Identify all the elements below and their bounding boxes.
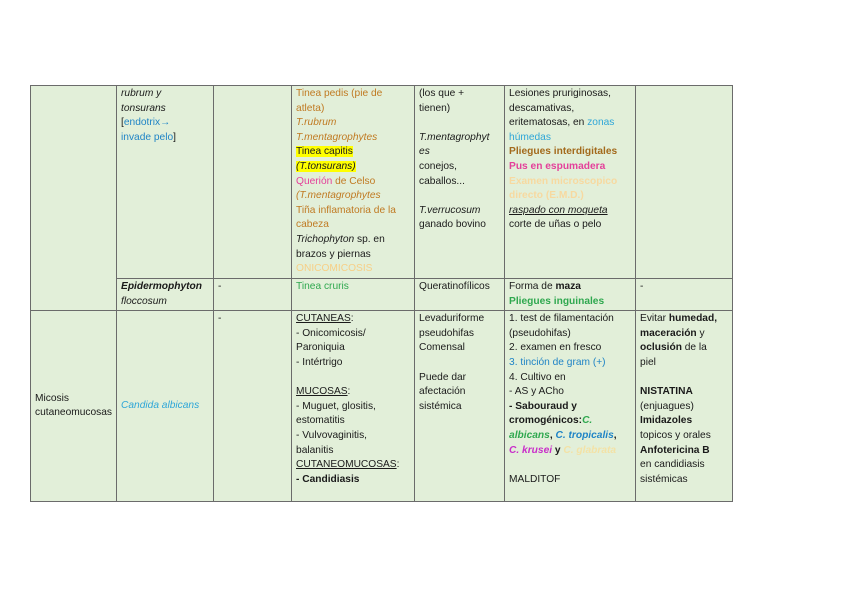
cell-dash: [636, 279, 733, 311]
cell-clinical-forms: [292, 86, 415, 279]
reservoir-line: tienen): [419, 102, 451, 114]
cell-empty-col7: [636, 86, 733, 279]
table-row-candida: [31, 311, 733, 502]
candidiasis: - Candidiasis: [296, 473, 360, 485]
cell-empty-group: [31, 86, 117, 311]
forma-de: Forma de: [509, 281, 556, 292]
feature-line: afectación: [419, 386, 466, 398]
cell-candida-features: [415, 311, 505, 502]
tincion-gram: 3. tinción de gram (+): [509, 356, 606, 368]
colon: :: [347, 386, 351, 398]
cell-micosis-cutaneomucosas: [31, 311, 117, 502]
species-line: rubrum y: [121, 88, 162, 99]
t-tonsurans: (T.tonsurans): [296, 160, 356, 172]
cell-tinea-cruris: [292, 279, 415, 311]
micosis: Micosis: [35, 392, 69, 404]
diag-line: 2. examen en fresco: [509, 342, 602, 354]
tinea-pedis-cont: atleta): [296, 102, 325, 114]
malditof: MALDITOF: [509, 473, 561, 485]
comma: ,: [613, 429, 617, 441]
trichophyton: Trichophyton: [296, 233, 355, 245]
feature-line: Puede dar: [419, 371, 467, 383]
dash: -: [218, 313, 222, 325]
pliegues-inguinales: Pliegues inguinales: [509, 295, 605, 307]
form-line: - Vulvovaginitis,: [296, 429, 367, 441]
de-la: de la: [681, 342, 707, 354]
invade-pelo-note: invade pelo: [121, 131, 174, 143]
floccosum: floccosum: [121, 295, 167, 307]
cell-candida-diagnosis: [505, 311, 636, 502]
form-line: estomatitis: [296, 415, 345, 427]
table-row-trichophyton: [31, 86, 733, 279]
en-candidiasis: en candidiasis: [640, 459, 705, 471]
form-line: - Intértrigo: [296, 356, 343, 368]
bracket-close: ]: [173, 131, 176, 143]
y: y: [696, 327, 705, 339]
topicos-orales: topicos y orales: [640, 429, 711, 441]
tinea-cruris: Tinea cruris: [296, 281, 349, 292]
maceracion: maceración: [640, 327, 697, 339]
de-celso: de Celso: [332, 175, 376, 187]
table-row-epidermophyton: [31, 279, 733, 311]
examen-microscopico: Examen microscopico: [509, 175, 618, 187]
lesion-line: descamativas,: [509, 102, 575, 114]
maza: maza: [555, 281, 581, 292]
mucosas-heading: MUCOSAS: [296, 386, 348, 398]
raspado-moqueta: raspado con moqueta: [509, 204, 608, 216]
sistemicas: sistémicas: [640, 473, 688, 485]
tinea-pedis: Tinea pedis (pie de: [296, 88, 383, 99]
diag-line: 1. test de filamentación: [509, 313, 614, 325]
humedad: humedad: [668, 313, 715, 325]
onicomicosis: ONICOMICOSIS: [296, 263, 373, 275]
conejos: conejos,: [419, 160, 457, 172]
cell-species-epidermophyton: [117, 279, 214, 311]
enjuagues: (enjuagues): [640, 400, 694, 412]
c-krusei: C. krusei: [509, 444, 553, 456]
pliegues-interdigitales: Pliegues interdigitales: [509, 146, 618, 158]
cell-dash: [214, 279, 292, 311]
querion: Querión: [296, 175, 333, 187]
lesion-line: eritematosas, en: [509, 117, 588, 129]
cell-queratinofilicos: [415, 279, 505, 311]
evitar: Evitar: [640, 313, 669, 325]
cell-candida-forms: [292, 311, 415, 502]
feature-line: Comensal: [419, 342, 465, 354]
oclusion: oclusión: [640, 342, 682, 354]
reservoir-line: (los que +: [419, 88, 465, 99]
feature-line: sistémica: [419, 400, 462, 412]
endotrix-note: endotrix→: [123, 117, 171, 129]
nistatina: NISTATINA: [640, 386, 693, 398]
diag-line: - AS y ACho: [509, 386, 564, 398]
t-mentagrophytes-res: T.mentagrophyt: [419, 131, 490, 143]
form-line: Paroniquia: [296, 342, 345, 354]
cell-reservoir: [415, 86, 505, 279]
comma: ,: [714, 313, 718, 325]
cell-empty-col3: [214, 86, 292, 279]
cell-dash: [214, 311, 292, 502]
dash: -: [640, 281, 644, 292]
emd: directo (E.M.D.): [509, 190, 584, 202]
pus-espumadera: Pus en espumadera: [509, 160, 606, 172]
colon: :: [396, 459, 400, 471]
fungal-infections-table: [30, 85, 733, 502]
caballos: caballos...: [419, 175, 465, 187]
diag-line: 4. Cultivo en: [509, 371, 566, 383]
dash: -: [218, 281, 222, 292]
t-mentagrophytes: T.mentagrophytes: [296, 131, 378, 143]
diag-line: (pseudohifas): [509, 327, 571, 339]
t-rubrum: T.rubrum: [296, 117, 337, 129]
cell-candida-treatment: [636, 311, 733, 502]
cutaneomucosas: cutaneomucosas: [35, 407, 113, 419]
species-line: tonsurans: [121, 102, 166, 114]
tina-inflamatoria: Tiña inflamatoria de la: [296, 204, 396, 216]
cell-lesions-diagnosis: [505, 86, 636, 279]
trichophyton-sp: sp. en: [354, 233, 385, 245]
corte-unas: corte de uñas o pelo: [509, 219, 602, 231]
cromogenicos: cromogénicos:: [509, 415, 583, 427]
sabouraud: - Sabouraud y: [509, 400, 577, 412]
lesion-line: Lesiones pruriginosas,: [509, 88, 611, 99]
colon: :: [350, 313, 354, 325]
tinea-capitis: Tinea capitis: [296, 146, 353, 158]
ganado-bovino: ganado bovino: [419, 219, 486, 231]
zonas: zonas: [587, 117, 615, 129]
y: y: [552, 444, 564, 456]
humedas: húmedas: [509, 131, 551, 143]
t-mentagrophytes-2: (T.mentagrophytes: [296, 190, 381, 202]
c-tropicalis: C. tropicalis: [555, 429, 614, 441]
cutaneomucosas-heading: CUTANEOMUCOSAS: [296, 459, 397, 471]
cell-species-trichophyton: [117, 86, 214, 279]
form-line: balanitis: [296, 444, 334, 456]
candida-albicans: Candida albicans: [121, 399, 200, 411]
form-line: - Onicomicosis/: [296, 327, 366, 339]
form-line: - Muguet, glositis,: [296, 400, 376, 412]
epidermophyton: Epidermophyton: [121, 281, 202, 292]
t-verrucosum: T.verrucosum: [419, 204, 481, 216]
c-glabrata: C. glabrata: [563, 444, 617, 456]
cell-candida-albicans: [117, 311, 214, 502]
feature-line: pseudohifas: [419, 327, 474, 339]
tina-inflamatoria-cont: cabeza: [296, 219, 329, 231]
bracket-open: [: [121, 117, 124, 129]
comma: ,: [549, 429, 556, 441]
cutaneas-heading: CUTANEAS: [296, 313, 351, 325]
imidazoles: Imidazoles: [640, 415, 693, 427]
queratinofilicos: Queratinofílicos: [419, 281, 490, 292]
piel: piel: [640, 356, 656, 368]
brazos-piernas: brazos y piernas: [296, 248, 371, 260]
cell-forma-maza: [505, 279, 636, 311]
t-mentagrophytes-res-cont: es: [419, 146, 430, 158]
c-albicans-b: albicans: [509, 429, 550, 441]
feature-line: Levaduriforme: [419, 313, 485, 325]
anfotericina-b: Anfotericina B: [640, 444, 710, 456]
c-albicans-a: C.: [582, 415, 593, 427]
